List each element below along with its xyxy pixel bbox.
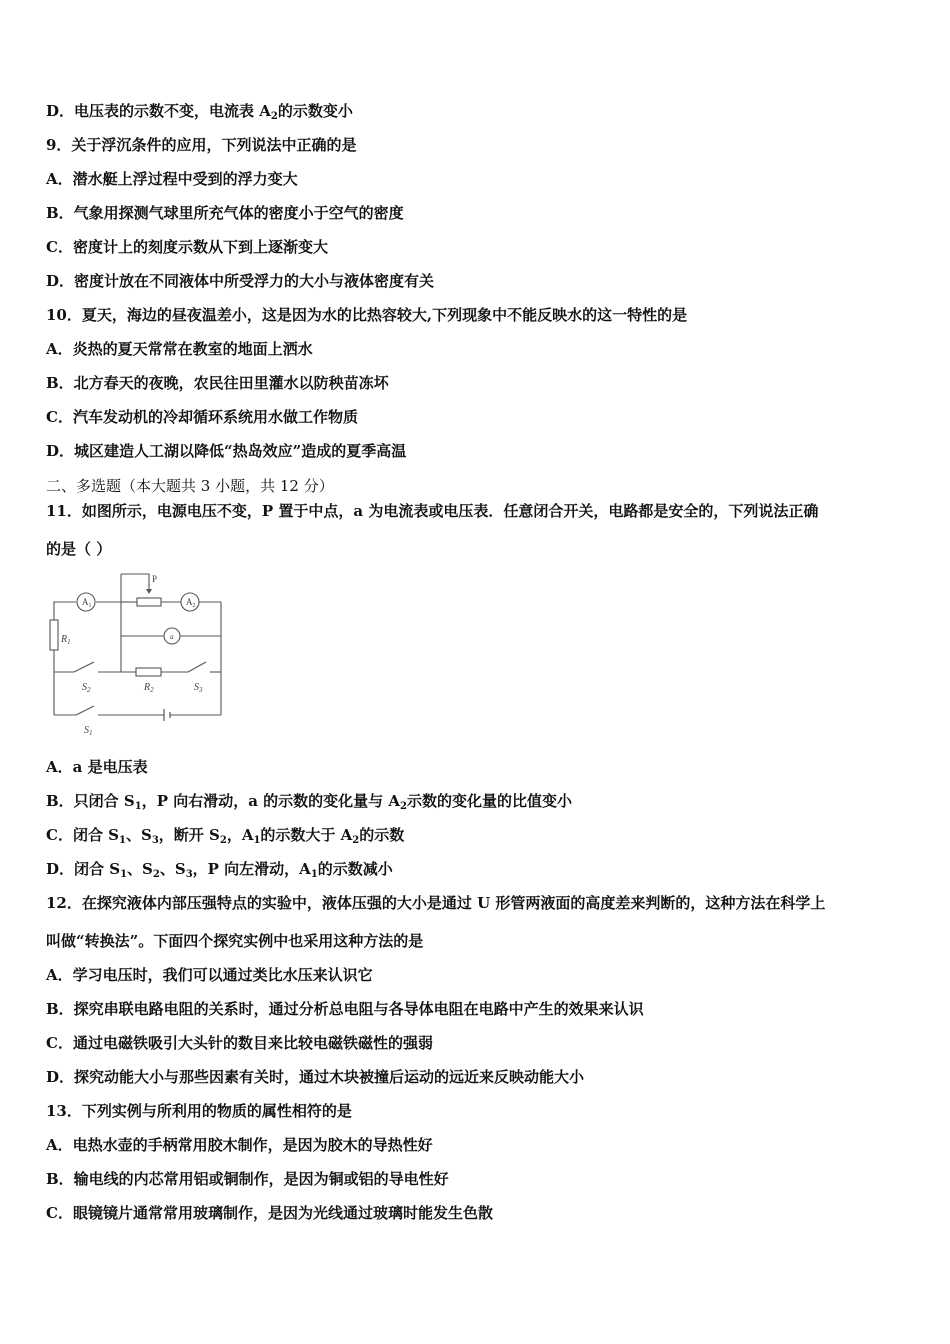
q9-option-d: D．密度计放在不同液体中所受浮力的大小与液体密度有关 — [46, 272, 435, 290]
q12-stem-line1: 12．在探究液体内部压强特点的实验中，液体压强的大小是通过 U 形管两液面的高度差来判断的，这种方法在科学上 — [46, 894, 826, 912]
q12-option-c: C．通过电磁铁吸引大头针的数目来比较电磁铁磁性的强弱 — [46, 1034, 433, 1052]
label-s2: $S_2$ — [82, 682, 91, 694]
q11-option-c: C．闭合 $S_1$、$S_3$，断开 $S_2$，$A_1$的示数大于 $A_2$的示数 — [46, 826, 405, 846]
label-a2: $A_2$ — [186, 597, 196, 609]
q12-option-a: A．学习电压时，我们可以通过类比水压来认识它 — [46, 966, 373, 984]
q10-option-c: C．汽车发动机的冷却循环系统用水做工作物质 — [46, 408, 358, 426]
q9-stem: 9．关于浮沉条件的应用，下列说法中正确的是 — [46, 136, 357, 154]
q13-option-c: C．眼镜镜片通常常用玻璃制作，是因为光线通过玻璃时能发生色散 — [46, 1204, 493, 1222]
q11-option-b: B．只闭合 $S_1$，P 向右滑动，a 的示数的变化量与 $A_2$示数的变化量的比值变小 — [46, 792, 572, 812]
slider-arrow-icon — [146, 589, 152, 594]
label-r2: $R_2$ — [144, 682, 154, 694]
q12-option-d: D．探究动能大小与那些因素有关时，通过木块被撞后运动的远近来反映动能大小 — [46, 1068, 585, 1086]
q10-option-a: A．炎热的夏天常常在教室的地面上洒水 — [46, 340, 313, 358]
battery-symbol — [164, 709, 170, 721]
q12-option-b: B．探究串联电路电阻的关系时，通过分析总电阻与各导体电阻在电路中产生的效果来认识 — [46, 1000, 644, 1018]
label-r1: $R_1$ — [61, 634, 71, 646]
circuit-diagram — [46, 570, 236, 740]
q9-option-a: A．潜水艇上浮过程中受到的浮力变大 — [46, 170, 298, 188]
label-s3: $S_3$ — [194, 682, 203, 694]
q12-stem-line2: 叫做“转换法”。下面四个探究实例中也采用这种方法的是 — [46, 932, 424, 950]
q13-option-a: A．电热水壶的手柄常用胶木制作，是因为胶木的导热性好 — [46, 1136, 433, 1154]
label-p: P — [152, 574, 158, 584]
q9-option-c: C．密度计上的刻度示数从下到上逐渐变大 — [46, 238, 328, 256]
label-s1: $S_1$ — [84, 725, 93, 737]
resistor-r1-symbol — [50, 620, 58, 650]
q13-option-b: B．输电线的内芯常用铝或铜制作，是因为铜或铝的导电性好 — [46, 1170, 449, 1188]
section-heading: 二、多选题（本大题共 3 小题，共 12 分） — [46, 477, 334, 495]
q11-option-d: D．闭合 $S_1$、$S_2$、$S_3$，P 向左滑动，$A_1$的示数减小 — [46, 860, 393, 880]
q11-stem-line2: 的是（ ） — [46, 540, 112, 558]
label-a1: $A_1$ — [82, 597, 92, 609]
label-a: a — [170, 633, 174, 641]
q8-option-d: D．电压表的示数不变，电流表 $A_2$的示数变小 — [46, 102, 353, 122]
q10-option-b: B．北方春天的夜晚，农民往田里灌水以防秧苗冻坏 — [46, 374, 389, 392]
q10-option-d: D．城区建造人工湖以降低“热岛效应”造成的夏季高温 — [46, 442, 407, 460]
q11-stem-line1: 11．如图所示，电源电压不变，P 置于中点，a 为电流表或电压表．任意闭合开关，电路都是安全的，下列说法正确 — [46, 502, 819, 520]
resistor-r2-symbol — [136, 668, 161, 676]
rheostat-symbol — [137, 598, 161, 606]
q13-stem: 13．下列实例与所利用的物质的属性相符的是 — [46, 1102, 352, 1120]
q9-option-b: B．气象用探测气球里所充气体的密度小于空气的密度 — [46, 204, 404, 222]
q10-stem: 10．夏天，海边的昼夜温差小，这是因为水的比热容较大,下列现象中不能反映水的这一特性的是 — [46, 306, 688, 324]
q11-option-a: A．a 是电压表 — [46, 758, 148, 776]
